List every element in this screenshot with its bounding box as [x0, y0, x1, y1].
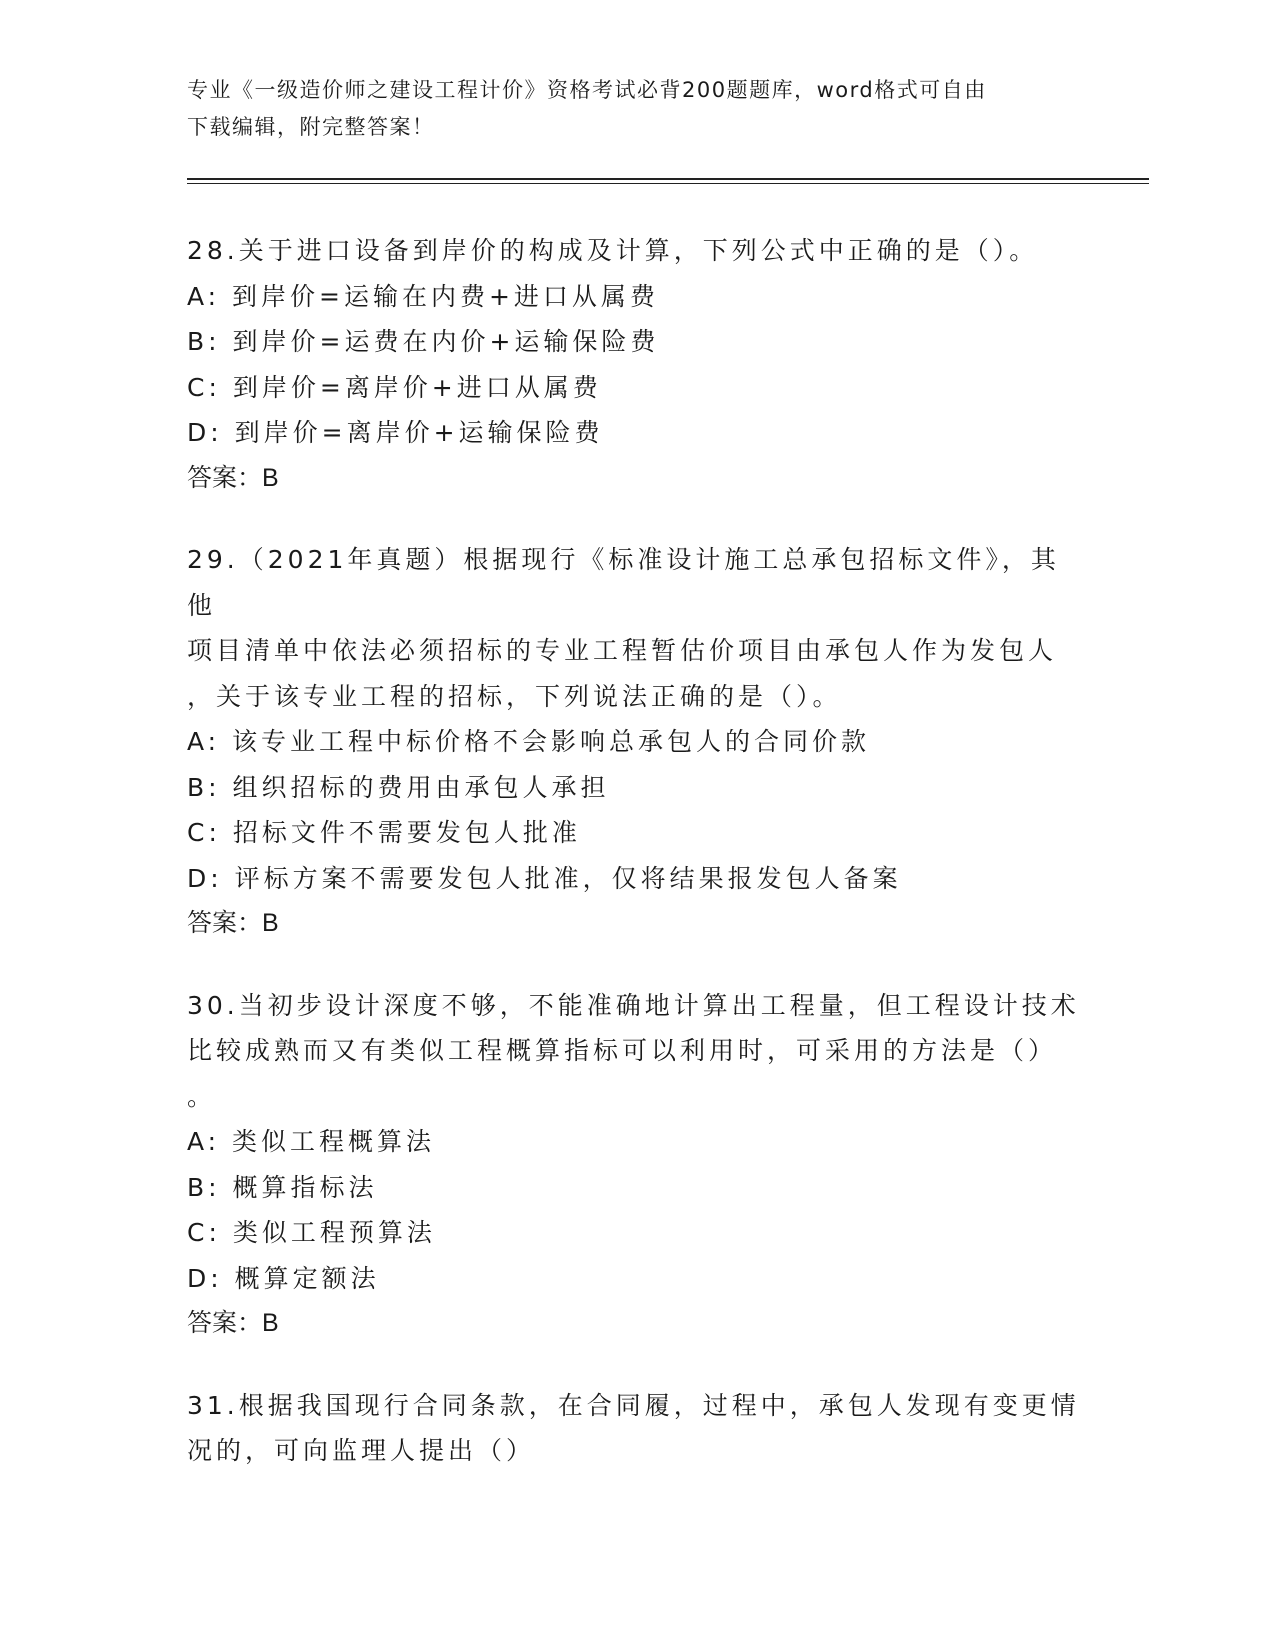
answer: 答案：B: [187, 909, 279, 937]
option-b: B: 概算指标法: [187, 1172, 378, 1202]
question-stem-line: 29.（2021年真题）根据现行《标准设计施工总承包招标文件》，其他: [187, 545, 1060, 620]
question-stem-line: 况的，可向监理人提出（）: [187, 1436, 536, 1465]
question-stem-line: 30.当初步设计深度不够，不能准确地计算出工程量，但工程设计技术: [187, 990, 1080, 1020]
header-line-1: 专业《一级造价师之建设工程计价》资格考试必背200题题库，word格式可自由: [187, 78, 987, 102]
header-divider: [187, 178, 1149, 184]
question-stem-line: 比较成熟而又有类似工程概算指标可以利用时，可采用的方法是（）: [187, 1036, 1058, 1065]
option-b: B: 到岸价=运费在内价+运输保险费: [187, 327, 660, 356]
question-31: [187, 1383, 1087, 1474]
question-list: [187, 228, 1087, 1510]
header-line-2: 下载编辑，附完整答案！: [187, 115, 435, 139]
answer: 答案：B: [187, 463, 279, 492]
question-stem-line: 。: [187, 1081, 217, 1111]
option-d: D: 概算定额法: [187, 1263, 380, 1293]
option-b: B: 组织招标的费用由承包人承担: [187, 772, 610, 802]
question-stem-line: 28.关于进口设备到岸价的构成及计算，下列公式中正确的是（）。: [187, 236, 1039, 265]
option-a: A: 该专业工程中标价格不会影响总承包人的合同价款: [187, 727, 871, 756]
option-a: A: 到岸价=运输在内费+进口从属费: [187, 281, 659, 311]
document-header: [187, 72, 1067, 146]
question-30: [187, 983, 1087, 1347]
question-stem-line: 项目清单中依法必须招标的专业工程暂估价项目由承包人作为发包人: [187, 636, 1058, 665]
question-stem-line: 31.根据我国现行合同条款，在合同履，过程中，承包人发现有变更情: [187, 1390, 1080, 1420]
option-c: C: 招标文件不需要发包人批准: [187, 818, 581, 847]
question-29: [187, 537, 1087, 947]
option-a: A: 类似工程概算法: [187, 1127, 436, 1156]
question-28: [187, 228, 1087, 501]
option-d: D: 到岸价=离岸价+运输保险费: [187, 418, 604, 447]
answer: 答案：B: [187, 1309, 279, 1337]
option-c: C: 到岸价=离岸价+进口从属费: [187, 372, 602, 402]
question-stem-line: ，关于该专业工程的招标，下列说法正确的是（）。: [187, 681, 842, 711]
option-d: D: 评标方案不需要发包人批准，仅将结果报发包人备案: [187, 863, 902, 893]
option-c: C: 类似工程预算法: [187, 1218, 436, 1247]
